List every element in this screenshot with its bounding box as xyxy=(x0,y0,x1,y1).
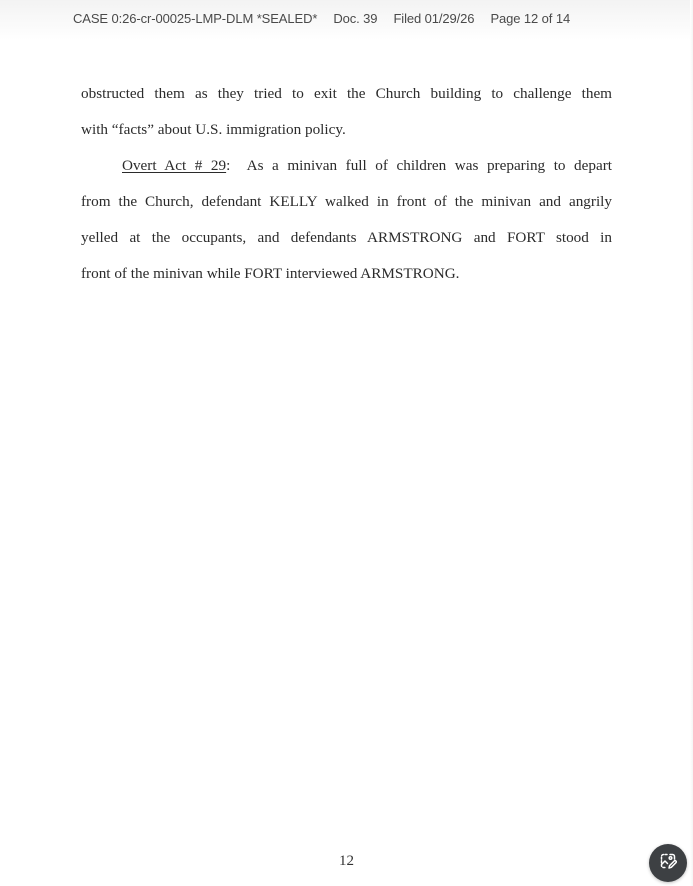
page-number: 12 xyxy=(339,853,354,869)
doc-number: Doc. 39 xyxy=(333,11,378,26)
text-line: front of the minivan while FORT interviewed ARMSTRONG. xyxy=(81,265,460,282)
text-line: yelled at the occupants, and defendants ARMSTRONG and FORT stood in xyxy=(81,229,612,246)
page-indicator: Page 12 of 14 xyxy=(490,11,571,26)
image-edit-button[interactable] xyxy=(649,844,687,882)
case-number: CASE 0:26-cr-00025-LMP-DLM *SEALED* xyxy=(73,11,318,26)
filed-date: Filed 01/29/26 xyxy=(393,11,475,26)
text-line: from the Church, defendant KELLY walked in front of the minivan and angrily xyxy=(81,193,612,210)
case-header xyxy=(73,11,570,26)
overt-act-label: Overt Act # 29 xyxy=(122,157,227,174)
text-line: with “facts” about U.S. immigration policy. xyxy=(81,121,346,138)
text-line: obstructed them as they tried to exit the Church building to challenge them xyxy=(81,85,612,102)
image-edit-icon xyxy=(659,852,677,875)
text-line: As a minivan full of children was preparing to depart xyxy=(246,157,613,174)
overt-act-paragraph: Overt Act # 29: As a minivan full of children was preparing to depart xyxy=(122,157,613,174)
